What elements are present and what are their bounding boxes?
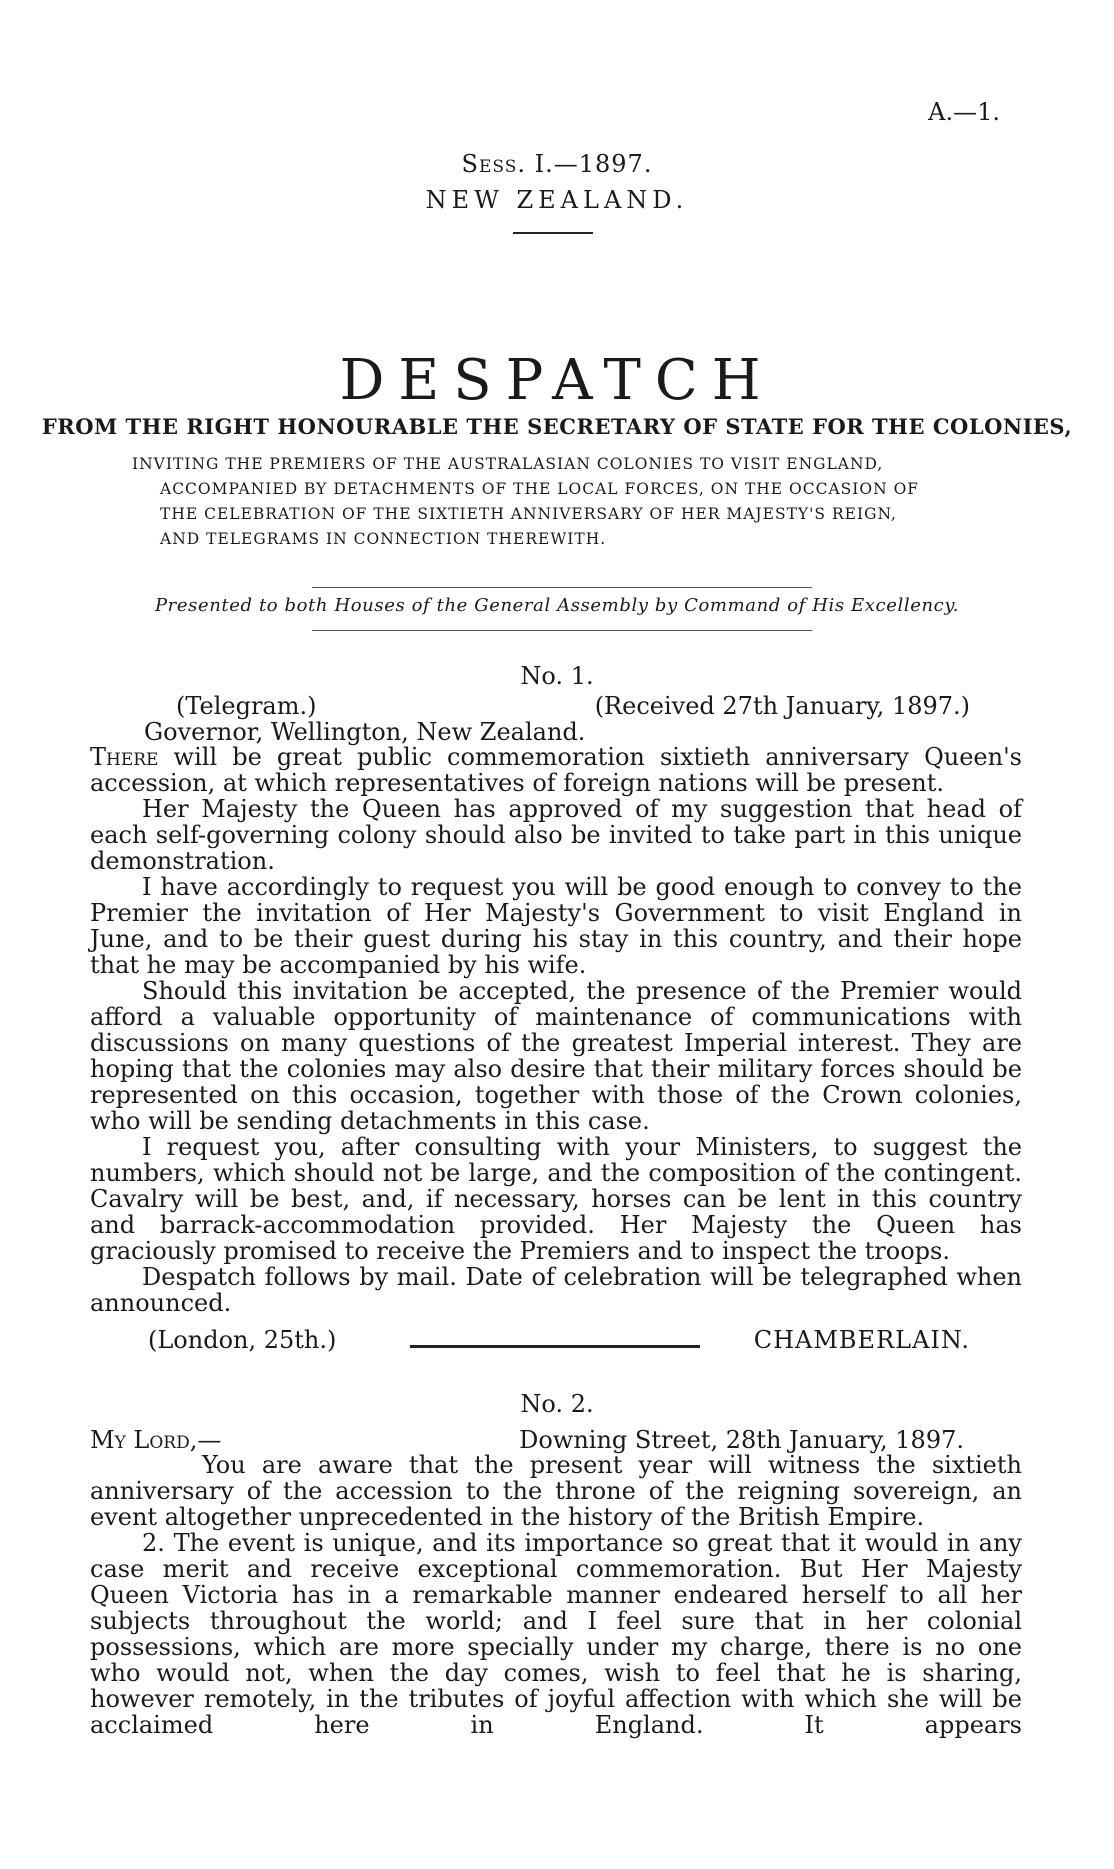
description-line: ACCOMPANIED BY DETACHMENTS OF THE LOCAL FORCES, ON THE OCCASION OF	[160, 480, 920, 498]
received-date: (Received 27th January, 1897.)	[594, 692, 970, 720]
header-divider	[513, 232, 593, 234]
telegram-paragraph: Should this invitation be accepted, the presence of the Premier would afford a valuable opportunity of maintenance of communications with discussions on many questions of the greatest Imperial interest. They are hoping that the colonies may also desire that their military forces should be represented on this occasion, together with those of the Crown colonies, who will be sending detachments in this case.	[90, 977, 1022, 1135]
description-line: INVITING THE PREMIERS OF THE AUSTRALASIAN COLONIES TO VISIT ENGLAND,	[132, 455, 884, 473]
telegram-body	[90, 744, 1022, 1316]
section-divider	[410, 1345, 700, 1348]
document-description	[132, 452, 1002, 552]
presented-rule-top	[312, 587, 812, 588]
telegram-paragraph: Despatch follows by mail. Date of celebration will be telegraphed when announced.	[90, 1263, 1022, 1317]
letter-paragraph: 2. The event is unique, and its importance so great that it would in any case merit and receive exceptional commemoration. But Her Majesty Queen Victoria has in a remarkable manner endeared herself to all her subjects throughout the world; and I feel sure that in her colonial possessions, which are more specially under my charge, there is no one who would not, when the day comes, wish to feel that he is sharing, however remotely, in the tributes of joyful affection with which she will be acclaimed here in England. It appears	[90, 1529, 1022, 1739]
section-heading-no2: No. 2.	[520, 1390, 594, 1418]
signature: CHAMBERLAIN.	[753, 1326, 970, 1354]
opening-word: There	[90, 743, 159, 771]
description-line: THE CELEBRATION OF THE SIXTIETH ANNIVERSARY OF HER MAJESTY'S REIGN,	[160, 505, 897, 523]
presented-line: Presented to both Houses of the General Assembly by Command of His Excellency.	[154, 595, 960, 616]
document-title: DESPATCH	[339, 348, 775, 413]
telegram-label: (Telegram.)	[176, 692, 317, 720]
telegram-paragraph: Her Majesty the Queen has approved of my suggestion that head of each self-governing colony should also be invited to take part in this unique demonstration.	[90, 795, 1022, 875]
page-reference: A.—1.	[928, 98, 1000, 126]
telegram-paragraph: I request you, after consulting with your Ministers, to suggest the numbers, which should not be large, and the composition of the contingent. Cavalry will be best, and, if necessary, horses can be lent in this country and barrack-accommodation provided. Her Majesty the Queen has graciously promised to receive the Premiers and to inspect the troops.	[90, 1133, 1022, 1265]
section-heading-no1: No. 1.	[520, 662, 594, 690]
country-line: NEW ZEALAND.	[425, 186, 689, 214]
place-date: Downing Street, 28th January, 1897.	[519, 1426, 964, 1454]
letter-body	[90, 1452, 1022, 1738]
telegram-paragraph: There will be great public commemoration sixtieth anniversary Queen's accession, at which representatives of foreign nations will be present.	[90, 743, 1022, 797]
document-subtitle: FROM THE RIGHT HONOURABLE THE SECRETARY OF STATE FOR THE COLONIES,	[41, 414, 1073, 439]
presented-rule-bottom	[312, 630, 812, 631]
addressee: Governor, Wellington, New Zealand.	[144, 718, 586, 746]
description-line: AND TELEGRAMS IN CONNECTION THEREWITH.	[160, 530, 607, 548]
letter-paragraph: You are aware that the present year will witness the sixtieth anniversary of the accession to the throne of the reigning sovereign, an event altogether unprecedented in the history of the British Empire.	[90, 1451, 1022, 1531]
telegram-origin: (London, 25th.)	[148, 1326, 337, 1354]
salutation: My Lord,—	[90, 1426, 222, 1454]
telegram-paragraph: I have accordingly to request you will be good enough to convey to the Premier the invitation of Her Majesty's Government to visit England in June, and to be their guest during his stay in this country, and their hope that he may be accompanied by his wife.	[90, 873, 1022, 979]
session-line: Sess. I.—1897.	[461, 150, 653, 178]
